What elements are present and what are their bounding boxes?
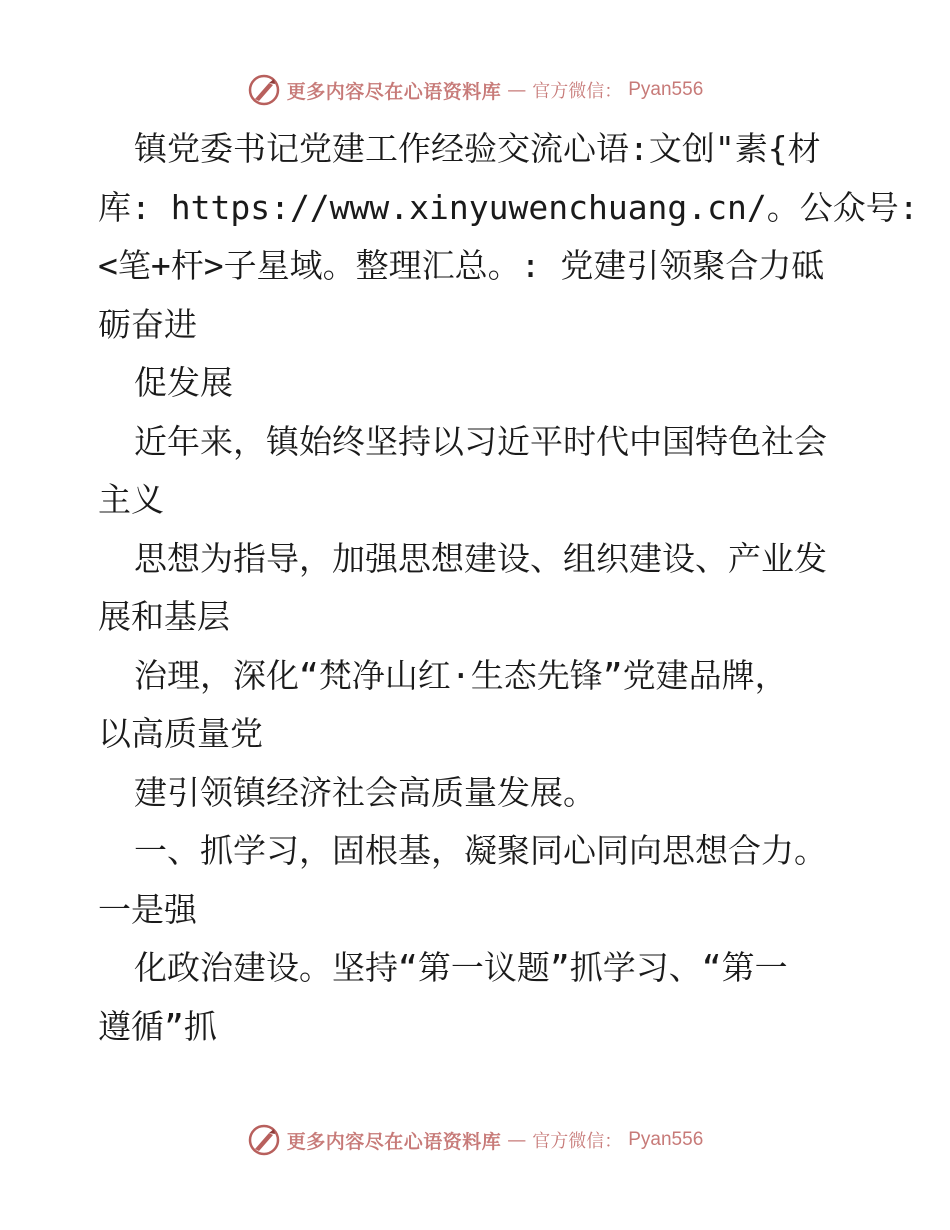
watermark-main-text: 更多内容尽在心语资料库 — [286, 80, 502, 103]
watermark-label: 官方微信： — [532, 1131, 623, 1152]
body-line: <笔+杆>子星域。整理汇总。: 党建引领聚合力砥 — [98, 246, 825, 285]
body-line: 主义 — [98, 480, 164, 519]
watermark-separator: — — [507, 1129, 527, 1151]
bottom-watermark-banner — [0, 1120, 950, 1160]
body-line: 近年来，镇始终坚持以习近平时代中国特色社会 — [134, 421, 827, 461]
body-line: 镇党委书记党建工作经验交流心语:文创"素{材 — [134, 129, 821, 168]
watermark-main-text: 更多内容尽在心语资料库 — [286, 1130, 502, 1153]
body-line: 建引领镇经济社会高质量发展。 — [134, 772, 596, 812]
body-line: 库: https://www.xinyuwenchuang.cn/。公众号: — [98, 187, 919, 227]
watermark-id: Pyan556 — [628, 1129, 704, 1150]
body-line: 治理，深化“梵净山红·生态先锋”党建品牌， — [134, 655, 788, 695]
quill-logo-icon — [247, 1123, 281, 1157]
watermark-id: Pyan556 — [628, 79, 704, 100]
quill-logo-icon — [247, 73, 281, 107]
body-line: 促发展 — [134, 363, 233, 402]
body-line: 以高质量党 — [98, 714, 263, 753]
body-line: 遵循”抓 — [98, 1006, 217, 1046]
watermark-label: 官方微信： — [532, 81, 623, 102]
document-body — [98, 120, 919, 1056]
body-line: 一、抓学习，固根基，凝聚同心同向思想合力。 — [134, 831, 827, 870]
body-line: 砺奋进 — [98, 304, 197, 344]
body-line: 化政治建设。坚持“第一议题”抓学习、“第一 — [134, 948, 788, 987]
watermark-separator: — — [507, 79, 527, 101]
body-line: 展和基层 — [98, 597, 230, 636]
top-watermark-banner — [0, 70, 950, 110]
body-line: 一是强 — [98, 889, 197, 929]
body-line: 思想为指导，加强思想建设、组织建设、产业发 — [134, 538, 827, 578]
